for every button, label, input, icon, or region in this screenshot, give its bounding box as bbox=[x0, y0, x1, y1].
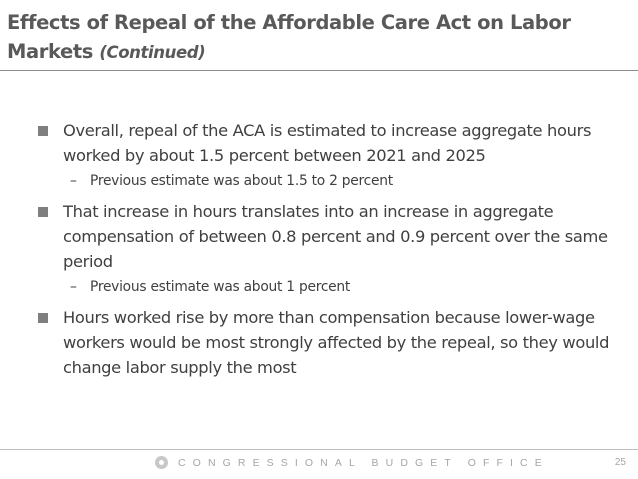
agency-name: CONGRESSIONAL BUDGET OFFICE bbox=[178, 456, 549, 469]
square-bullet-icon bbox=[38, 313, 48, 323]
footer bbox=[155, 456, 549, 469]
bullet-item bbox=[36, 199, 611, 274]
bullet-item bbox=[36, 305, 611, 380]
page-number: 25 bbox=[614, 457, 626, 468]
sub-bullet-text: Previous estimate was about 1 percent bbox=[90, 279, 351, 295]
bullet-item bbox=[36, 118, 611, 168]
square-bullet-icon bbox=[38, 126, 48, 136]
title-divider bbox=[0, 70, 638, 71]
dash-bullet: – bbox=[70, 279, 77, 295]
cbo-seal-icon bbox=[155, 456, 168, 469]
sub-bullet-text: Previous estimate was about 1.5 to 2 percent bbox=[90, 173, 393, 189]
dash-bullet: – bbox=[70, 173, 77, 189]
sub-bullet-item bbox=[36, 170, 611, 192]
slide-title bbox=[7, 8, 627, 67]
bullet-text: Overall, repeal of the ACA is estimated to increase aggregate hours worked by about 1.5 percent between 2021 and 2025 bbox=[63, 121, 592, 165]
square-bullet-icon bbox=[38, 207, 48, 217]
sub-bullet-item bbox=[36, 276, 611, 298]
footer-divider bbox=[0, 449, 638, 450]
slide-title-main: Effects of Repeal of the Affordable Care Act on Labor Markets bbox=[7, 11, 571, 63]
slide-title-suffix: (Continued) bbox=[99, 43, 206, 62]
bullet-text: That increase in hours translates into an increase in aggregate compensation of between 0.8 percent and 0.9 percent over the same period bbox=[63, 202, 608, 271]
bullet-list bbox=[36, 118, 611, 380]
bullet-text: Hours worked rise by more than compensation because lower-wage workers would be most strongly affected by the repeal, so they would change labor supply the most bbox=[63, 308, 610, 377]
